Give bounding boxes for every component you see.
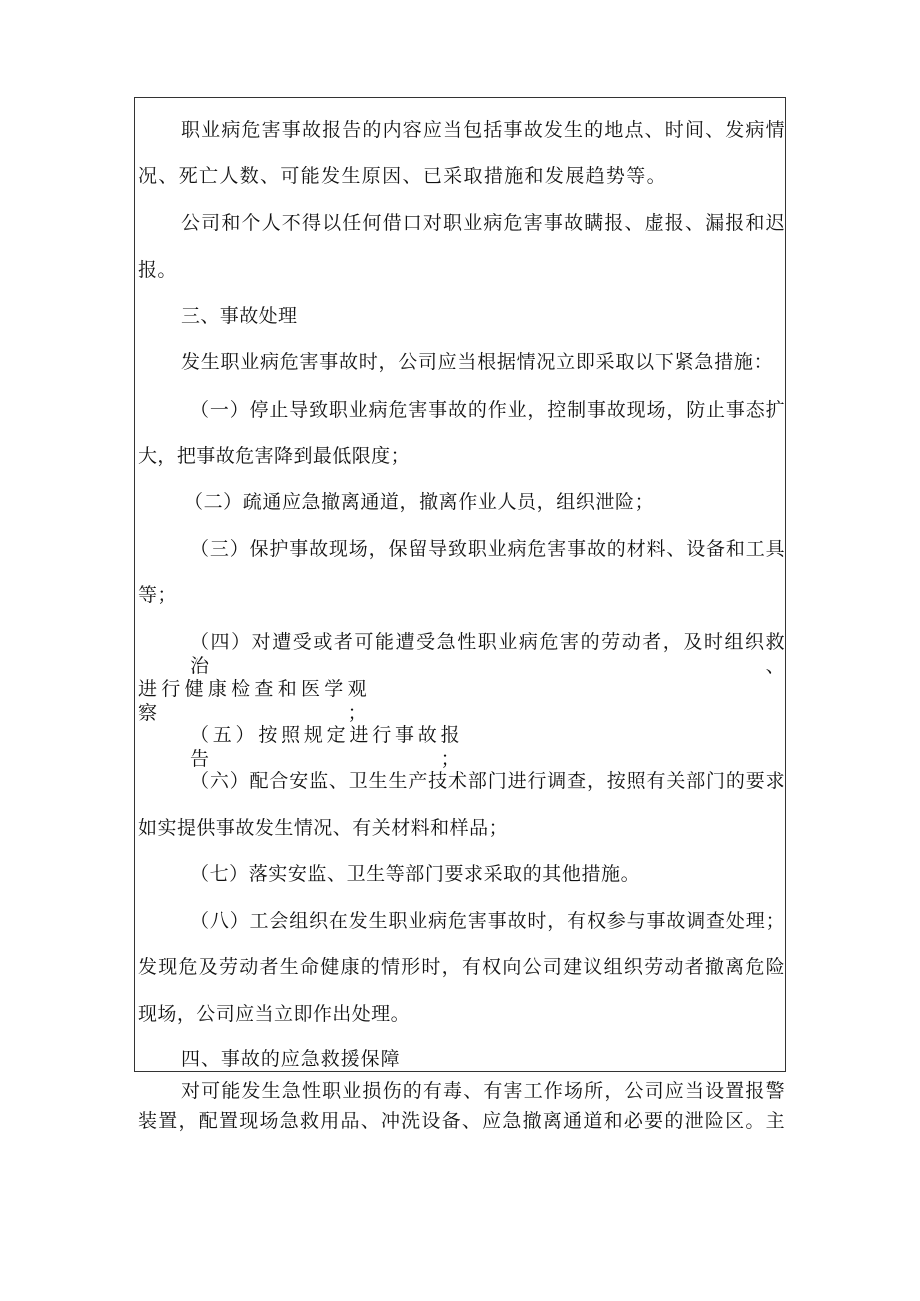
text-line: 发生职业病危害事故时，公司应当根据情况立即采取以下紧急措施： — [181, 351, 773, 373]
section-heading: 四、事故的应急救援保障 — [181, 1048, 400, 1070]
text-line: 大，把事故危害降到最低限度； — [138, 445, 410, 467]
text-line: 进行健康检查和医学观察； — [138, 678, 367, 724]
text-line: 发现危及劳动者生命健康的情形时，有权向公司建议组织劳动者撤离危险 — [138, 956, 785, 978]
text-line: 等； — [138, 584, 177, 606]
text-line: 况、死亡人数、可能发生原因、已采取措施和发展趋势等。 — [138, 165, 666, 187]
text-line: 公司和个人不得以任何借口对职业病危害事故瞒报、虚报、漏报和迟 — [181, 212, 785, 234]
text-line: 现场，公司应当立即作出处理。 — [138, 1003, 410, 1025]
list-item: （六）配合安监、卫生生产技术部门进行调查，按照有关部门的要求 — [190, 770, 785, 792]
list-item: （七）落实安监、卫生等部门要求采取的其他措施。 — [190, 863, 640, 885]
text-line: 装置，配置现场急救用品、冲洗设备、应急撤离通道和必要的泄险区。主 — [138, 1110, 785, 1132]
text-line: 如实提供事故发生情况、有关材料和样品； — [138, 817, 508, 839]
list-item: （八）工会组织在发生职业病危害事故时，有权参与事故调查处理； — [190, 910, 785, 932]
list-item: （四）对遭受或者可能遭受急性职业病危害的劳动者，及时组织救治、 — [190, 631, 785, 677]
list-item: （一）停止导致职业病危害事故的作业，控制事故现场，防止事态扩 — [190, 399, 785, 421]
text-line: 职业病危害事故报告的内容应当包括事故发生的地点、时间、发病情 — [181, 119, 785, 141]
list-item: （三）保护事故现场，保留导致职业病危害事故的材料、设备和工具 — [190, 538, 785, 560]
list-item: （二）疏通应急撤离通道，撤离作业人员，组织泄险； — [184, 491, 654, 513]
text-line: 报。 — [138, 259, 177, 281]
section-heading: 三、事故处理 — [181, 305, 298, 327]
list-item: （五）按照规定进行事故报告； — [190, 724, 460, 770]
text-line: 对可能发生急性职业损伤的有毒、有害工作场所，公司应当设置报警 — [181, 1080, 785, 1102]
